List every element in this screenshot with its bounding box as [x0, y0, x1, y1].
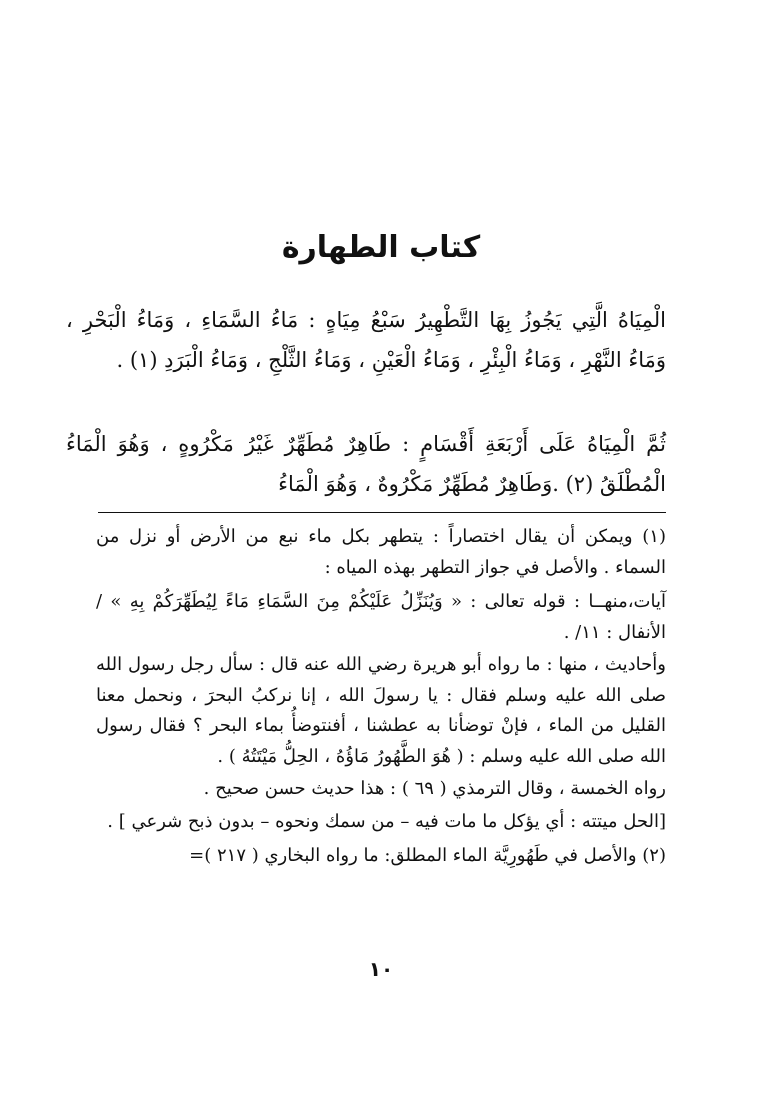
footnote-1-quran-verse: آيات،منهــا : قوله تعالى : « وَيُنَزِّلُ عَلَيْكُمْ مِنَ السَّمَاءِ مَاءً لِيُطَهِّرَكُمْ بِهِ » /الأنفال : ١١/ .	[96, 591, 666, 643]
body-paragraph-waters: الْمِيَاهُ الَّتِي يَجُوزُ بِهَا التَّطْهِيرُ سَبْعُ مِيَاهٍ : مَاءُ السَّمَاءِ ، وَمَاءُ الْبَحْرِ ، وَمَاءُ النَّهْرِ ، وَمَاءُ الْبِئْرِ ، وَمَاءُ الْعَيْنِ ، وَمَاءُ الثَّلْجِ ، وَمَاءُ الْبَرَدِ (١) .	[66, 308, 666, 372]
footnotes	[96, 522, 666, 874]
footnote-1-explanation: [الحل ميتته : أي يؤكل ما مات فيه – من سمك ونحوه – بدون ذبح شرعي ] .	[107, 810, 666, 832]
chapter-title: كتاب الطهارة	[281, 230, 481, 265]
footnote-divider	[98, 512, 666, 513]
footnote-1-source: رواه الخمسة ، وقال الترمذي ( ٦٩ ) : هذا حديث حسن صحيح .	[203, 778, 666, 799]
footnote-1-hadith: وأحاديث ، منها : ما رواه أبو هريرة رضي الله عنه قال : سأل رجل رسول الله صلى الله عليه وسلم فقال : يا رسولَ الله ، إنا نركبُ البحرَ ، ونحمل معنا القليل من الماء ، فإنْ توضأنا به عطشنا ، أفنتوضأُ بماء البحر ؟ فقال رسول الله صلى الله عليه وسلم : ( هُوَ الطَّهُورُ مَاؤُهُ ، الحِلُّ مَيْتَتُهُ ) .	[96, 654, 666, 767]
footnote-1-intro: (١) ويمكن أن يقال اختصاراً : يتطهر بكل ماء نبع من الأرض أو نزل من السماء . والأصل في جواز التطهر بهذه المياه :	[96, 526, 666, 578]
page-number: ١٠	[368, 957, 394, 981]
footnote-2: (٢) والأصل في طَهُورِيَّة الماء المطلق: ما رواه البخاري ( ٢١٧ )=	[189, 845, 666, 866]
body-paragraph-categories: ثُمَّ الْمِيَاهُ عَلَى أَرْبَعَةِ أَقْسَامٍ : طَاهِرٌ مُطَهِّرٌ غَيْرُ مَكْرُوهٍ ، وَهُوَ الْمَاءُ الْمُطْلَقُ (٢) .وَطَاهِرٌ مُطَهِّرٌ مَكْرُوهٌ ، وَهُوَ الْمَاءُ	[66, 432, 666, 496]
